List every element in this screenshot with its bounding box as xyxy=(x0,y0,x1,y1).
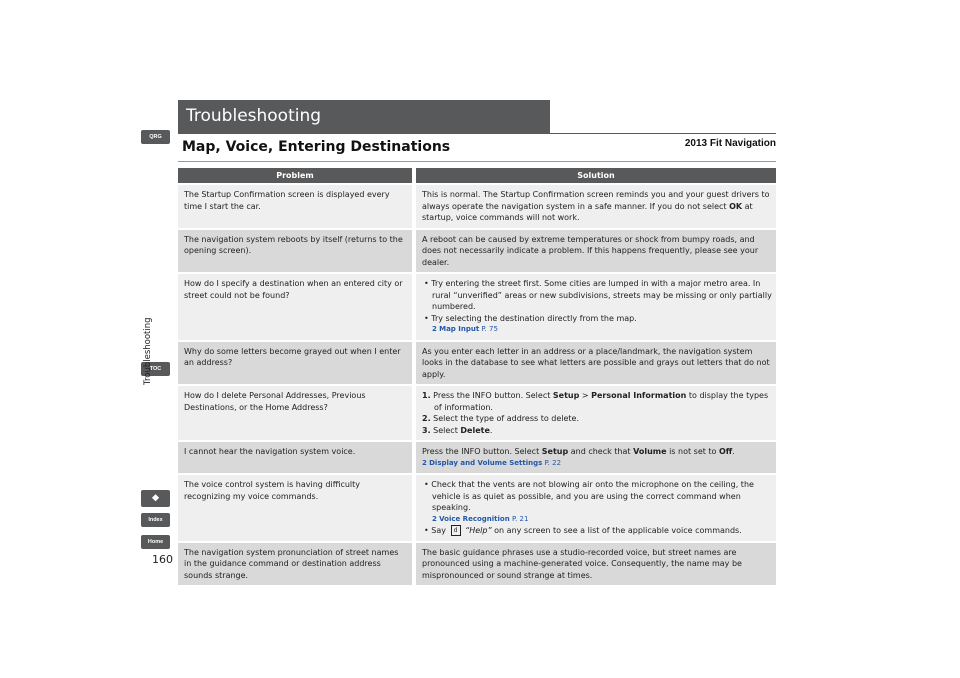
off-label: Off xyxy=(719,447,733,456)
volume-label: Volume xyxy=(633,447,667,456)
solution-text: . xyxy=(732,447,735,456)
solution-step xyxy=(422,390,772,413)
link-page: P. 21 xyxy=(511,514,529,523)
table-row xyxy=(178,274,776,340)
map-input-link[interactable] xyxy=(422,324,772,336)
section-banner-title: Troubleshooting xyxy=(186,106,322,126)
title-rule xyxy=(178,161,776,162)
step-number: 2. xyxy=(422,414,431,423)
solution-bullet: • Try selecting the destination directly from the map. xyxy=(424,313,637,323)
voice-command-button[interactable] xyxy=(141,490,170,507)
solution-step xyxy=(422,413,772,425)
home-button[interactable]: Home xyxy=(141,535,170,549)
solution-bullet: • Check that the vents are not blowing air onto the microphone on the ceiling, the vehicle is as quiet as possible, and you are using the correct command when speaking. xyxy=(424,480,754,512)
step-number: 1. xyxy=(422,391,431,400)
index-button[interactable]: Index xyxy=(141,513,170,527)
table-row xyxy=(178,386,776,440)
reference-arrow-icon: 2 xyxy=(432,325,437,333)
page-title: Map, Voice, Entering Destinations xyxy=(182,139,451,155)
guide-name: 2013 Fit Navigation xyxy=(684,138,776,149)
solution-column-header: Solution xyxy=(416,168,776,183)
bullet-text: Say xyxy=(431,526,449,535)
link-page: P. 22 xyxy=(544,458,562,467)
table-row xyxy=(178,342,776,385)
problem-cell: The navigation system reboots by itself (returns to the opening screen). xyxy=(178,230,412,273)
reference-arrow-icon: 2 xyxy=(422,458,427,467)
bullet-text: Try entering the street first. Some cities are lumped in with a major metro area. In rural “unverified” areas or new subdivisions, streets may be missing or only partially numbered. xyxy=(431,279,772,311)
talk-icon: ❖ xyxy=(151,493,160,503)
link-label: Map Input xyxy=(439,325,480,333)
solution-cell xyxy=(416,442,776,473)
reference-arrow-icon: 2 xyxy=(432,514,437,523)
solution-step xyxy=(422,425,772,437)
table-row xyxy=(178,543,776,586)
link-label: Voice Recognition xyxy=(439,514,510,523)
step-number: 3. xyxy=(422,425,431,435)
table-row xyxy=(178,185,776,228)
step-text: to display the types of information. xyxy=(434,391,769,412)
problem-column-header: Problem xyxy=(178,168,412,183)
solution-cell: As you enter each letter in an address or a place/landmark, the navigation system looks in the database to see what letters are possible and grays out letters that do not apply. xyxy=(416,342,776,385)
page-number: 160 xyxy=(152,553,173,566)
solution-cell xyxy=(416,386,776,440)
problem-cell: I cannot hear the navigation system voice. xyxy=(178,442,412,473)
step-text: . xyxy=(489,425,493,435)
problem-cell: How do I delete Personal Addresses, Previous Destinations, or the Home Address? xyxy=(178,386,412,440)
step-text: Press the INFO button. Select xyxy=(433,391,553,400)
table-row xyxy=(178,442,776,473)
solution-cell: The basic guidance phrases use a studio-recorded voice, but street names are pronounced using a machine-generated voice. Consequently, the name may be mispronounced or sound strange at times. xyxy=(416,543,776,586)
table-row xyxy=(178,475,776,541)
personal-information-label: Personal Information xyxy=(591,391,687,400)
solution-cell xyxy=(416,185,776,228)
problem-cell: The Startup Confirmation screen is displayed every time I start the car. xyxy=(178,185,412,228)
section-banner xyxy=(178,100,550,133)
problem-cell: How do I specify a destination when an entered city or street could not be found? xyxy=(178,274,412,340)
setup-label: Setup xyxy=(552,391,580,400)
solution-text: This is normal. The Startup Confirmation screen reminds you and your guest drivers to always operate the navigation system in a safe manner. If you do not select xyxy=(422,190,770,211)
ok-label: OK xyxy=(729,201,743,211)
solution-text: Press the INFO button. Select xyxy=(422,447,542,456)
step-text: Select xyxy=(433,425,461,435)
solution-text: is not set to xyxy=(666,447,719,456)
solution-text: at startup, voice commands will not work. xyxy=(422,201,753,222)
talk-icon: d xyxy=(451,525,461,536)
delete-label: Delete xyxy=(460,425,490,435)
link-page: P. 75 xyxy=(481,325,498,333)
setup-label: Setup xyxy=(541,447,569,456)
solution-bullet: • Say d “Help” on any screen to see a list of the applicable voice commands. xyxy=(424,526,742,535)
side-section-label: Troubleshooting xyxy=(143,317,153,385)
solution-cell xyxy=(416,274,776,340)
bullet-text: Check that the vents are not blowing air onto the microphone on the ceiling, the vehicle is as quiet as possible, and you are using the correct command when speaking. xyxy=(431,480,754,512)
table-row xyxy=(178,230,776,273)
header-rule xyxy=(178,133,776,134)
problem-cell: The navigation system pronunciation of street names in the guidance command or destination address sounds strange. xyxy=(178,543,412,586)
display-volume-settings-link[interactable] xyxy=(422,458,772,470)
step-text: Select the type of address to delete. xyxy=(433,414,580,423)
troubleshooting-table xyxy=(178,168,776,585)
solution-text: and check that xyxy=(568,447,634,456)
problem-cell: The voice control system is having difficulty recognizing my voice commands. xyxy=(178,475,412,541)
qrg-button[interactable]: QRG xyxy=(141,130,170,144)
bullet-text: Try selecting the destination directly from the map. xyxy=(431,313,637,323)
solution-text-line xyxy=(422,446,772,458)
solution-cell xyxy=(416,475,776,541)
problem-cell: Why do some letters become grayed out when I enter an address? xyxy=(178,342,412,385)
step-text: > xyxy=(579,391,592,400)
solution-cell: A reboot can be caused by extreme temperatures or shock from bumpy roads, and does not necessarily indicate a problem. If this happens frequently, please see your dealer. xyxy=(416,230,776,273)
bullet-text: on any screen to see a list of the applicable voice commands. xyxy=(491,526,742,535)
solution-bullet: • Try entering the street first. Some cities are lumped in with a major metro area. In rural “unverified” areas or new subdivisions, streets may be missing or only partially numbered. xyxy=(424,279,772,311)
link-label: Display and Volume Settings xyxy=(429,458,543,467)
help-command: “Help” xyxy=(465,526,492,535)
table-header xyxy=(178,168,776,183)
toc-button[interactable]: TOC xyxy=(141,362,170,376)
voice-recognition-link[interactable] xyxy=(422,514,772,526)
